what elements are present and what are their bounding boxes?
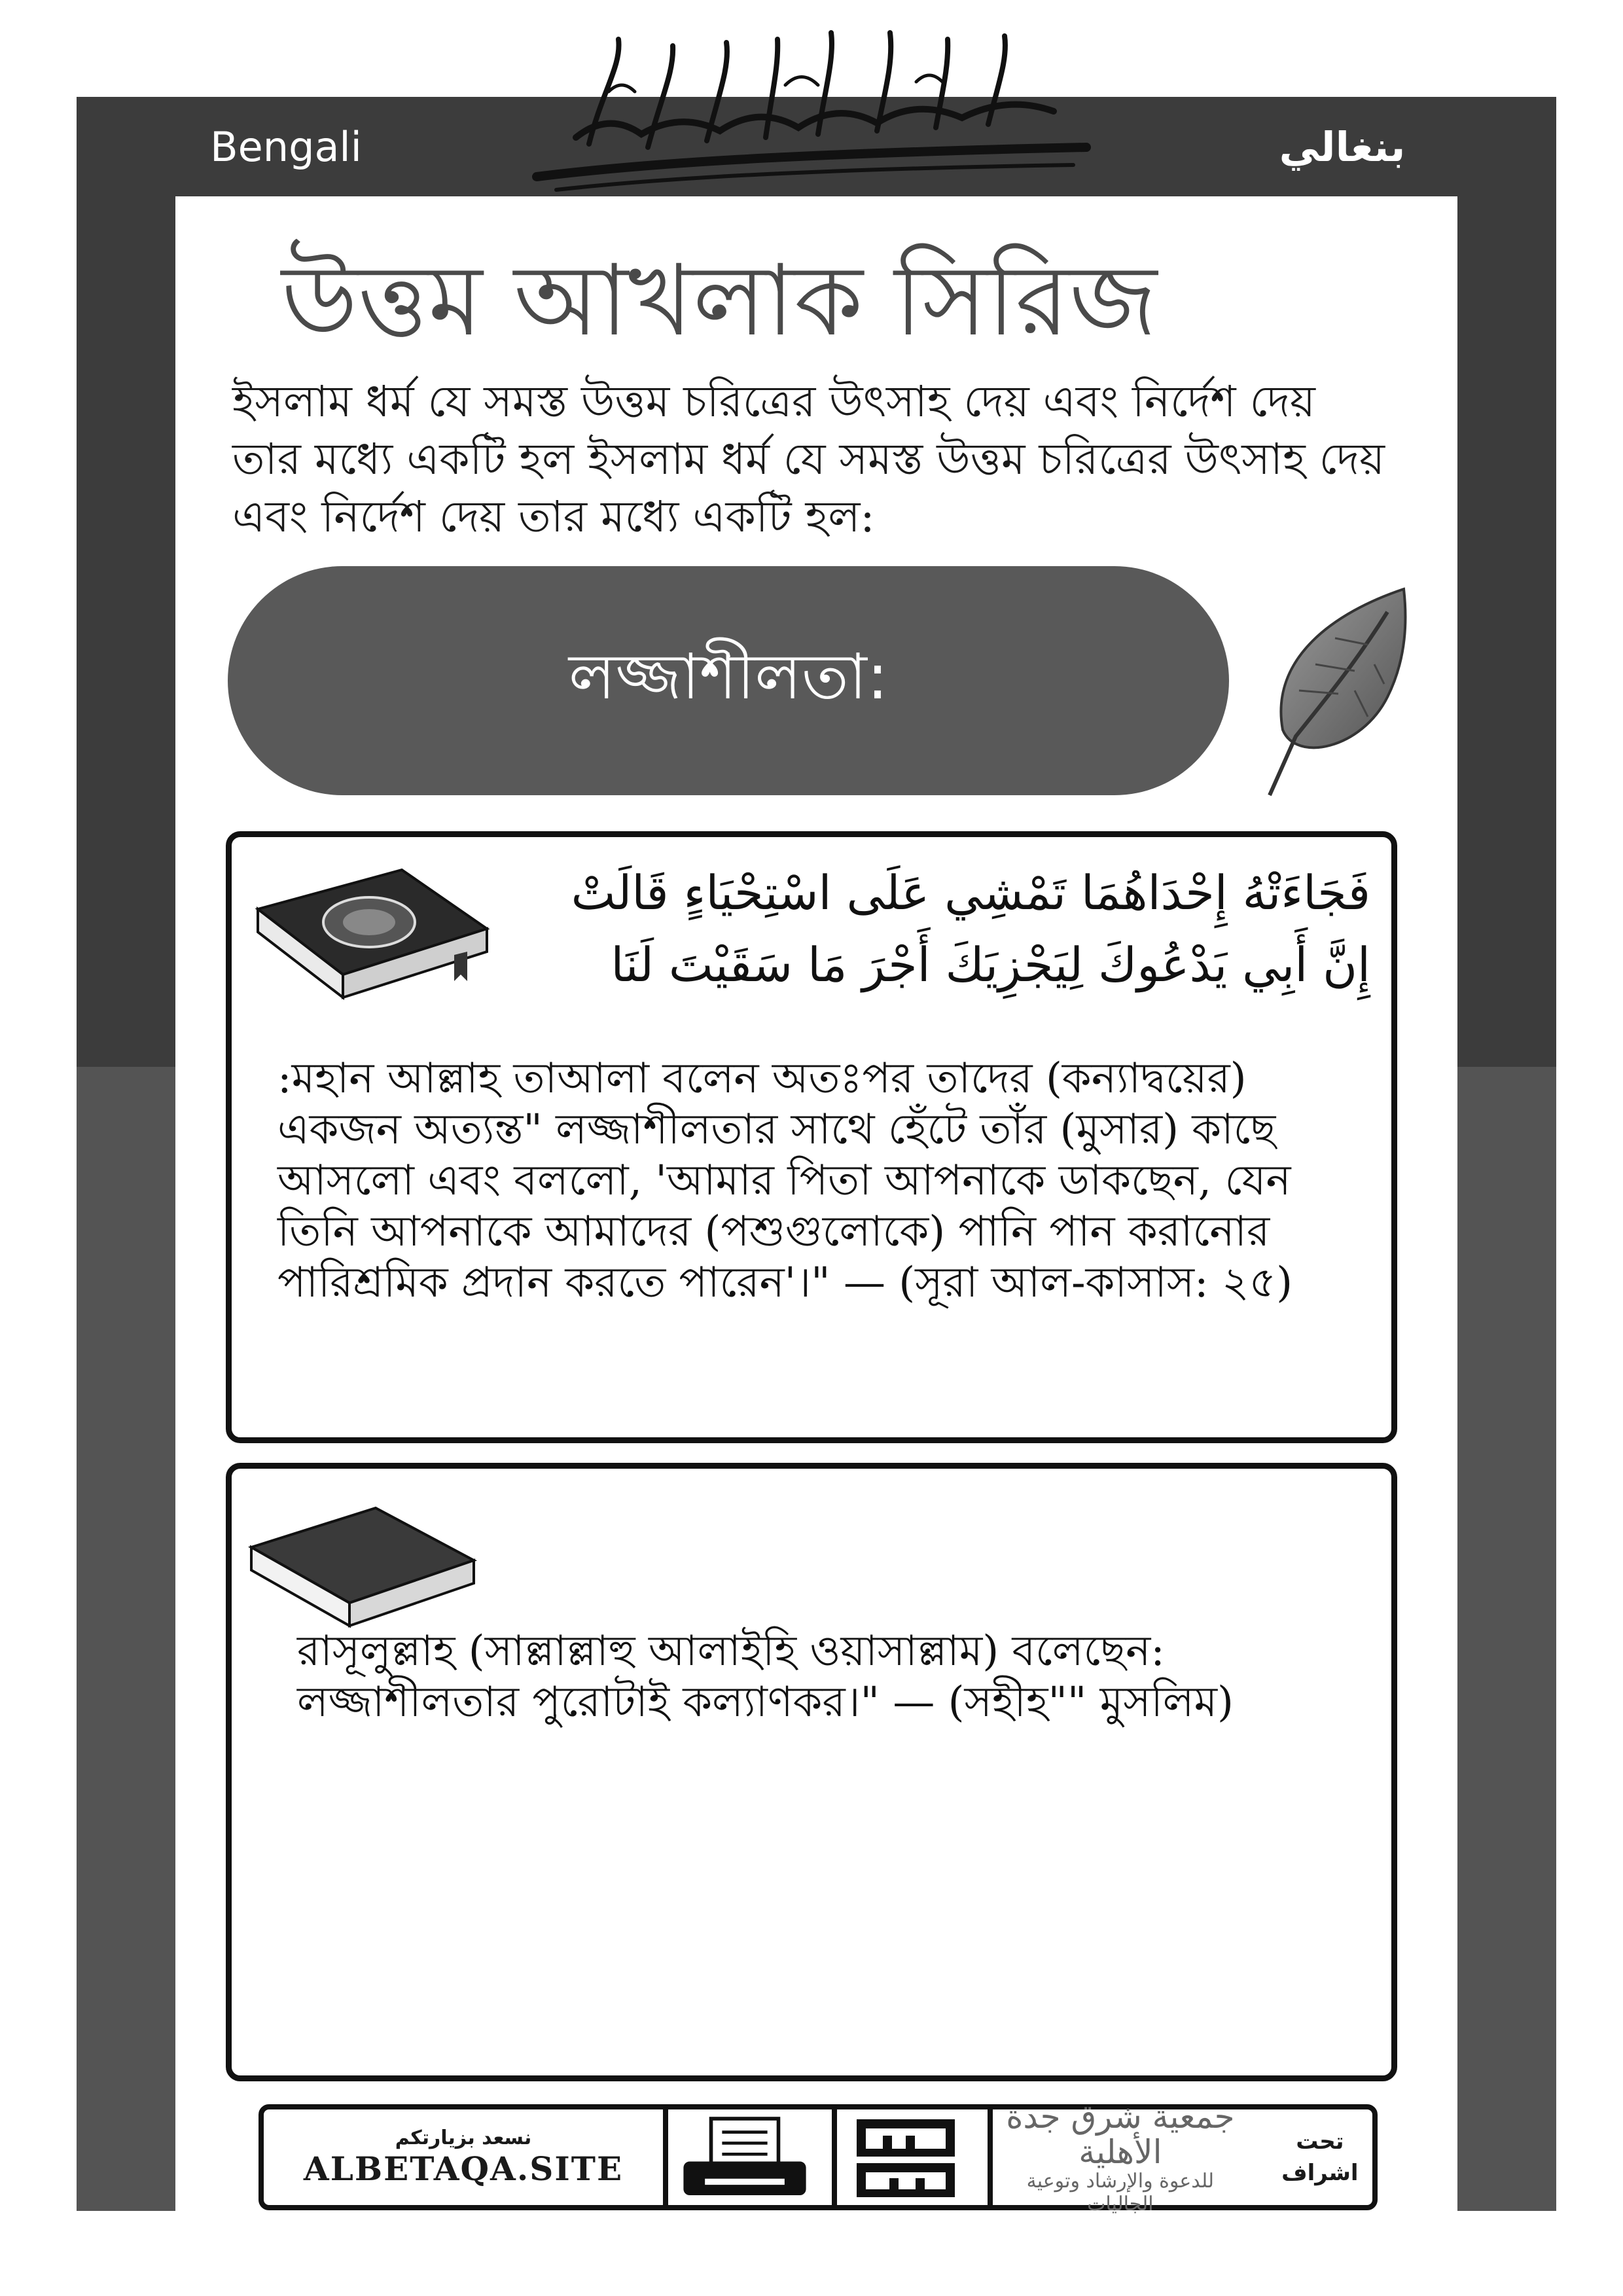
association-name: جمعية شرق جدة الأهلية [1006,2098,1235,2171]
ayah-translation: :মহান আল্লাহ তাআলা বলেন অতঃপর তাদের (কন্যাদ্বয়ের) একজন অত্যন্ত" লজ্জাশীলতার সাথে হেঁটে তাঁর (মুসার) কাছে আসলো এবং বললো, 'আমার পিতা আপনাকে ডাকছেন, যেন তিনি আপনাকে আমাদের (পশুগুলোকে) পানি পান করানোর পারিশ্রমিক প্রদান করতে পারেন'।" — (সূরা আল-কাসাস: ২৫) [277,1054,1293,1307]
printer-icon[interactable] [663,2109,832,2205]
page-title: উত্তম আখলাক সিরিজ [281,244,1158,358]
topic-label: লজ্জাশীলতা: [568,639,889,713]
quran-verse-box [226,831,1397,1443]
site-block[interactable] [264,2109,663,2205]
dawah-logo [832,2109,988,2205]
language-tab-english: Bengali [77,97,495,196]
footer-bar [259,2098,1378,2215]
intro-paragraph: ইসলাম ধর্ম যে সমস্ত উত্তম চরিত্রের উৎসাহ দেয় এবং নির্দেশ দেয় তার মধ্যে একটি হল ইসলাম ধর্ম যে সমস্ত উত্তম চরিত্রের উৎসাহ দেয় এবং নির্দেশ দেয় তার মধ্যে একটি হল: [232,376,1385,542]
ayah-arabic-line-2: إِنَّ أَبِي يَدْعُوكَ لِيَجْزِيَكَ أَجْرَ مَا سَقَيْتَ لَنَا [611,937,1370,992]
association-logo [993,2099,1248,2215]
ayah-arabic-line-1: فَجَاءَتْهُ إِحْدَاهُمَا تَمْشِي عَلَى اسْتِحْيَاءٍ قَالَتْ [571,865,1370,920]
language-tab-arabic: بنغالي [1128,97,1556,196]
basmala-calligraphy-icon [510,13,1113,223]
leaf-icon [1257,586,1414,802]
book-icon [245,1488,480,1632]
association-subtitle: للدعوة والإرشاد وتوعية الجاليات [1026,2170,1215,2215]
ayah-arabic [493,857,1370,1001]
hadith-box [226,1463,1397,2081]
site-caption: نسعد بزيارتكم [395,2126,532,2149]
quran-book-icon [245,857,493,1007]
topic-banner [228,566,1229,795]
under-supervision-label: تحت اشراف [1281,2128,1359,2186]
basmala-calligraphy [510,13,1113,223]
association-block [988,2098,1372,2215]
hadith-text: রাসূলুল্লাহ (সাল্লাল্লাহু আলাইহি ওয়াসাল্লাম) বলেছেন: লজ্জাশীলতার পুরোটাই কল্যাণকর।" — (সহীহ"" মুসলিম) [297,1627,1234,1727]
site-link[interactable]: ALBETAQA.SITE [303,2149,624,2188]
